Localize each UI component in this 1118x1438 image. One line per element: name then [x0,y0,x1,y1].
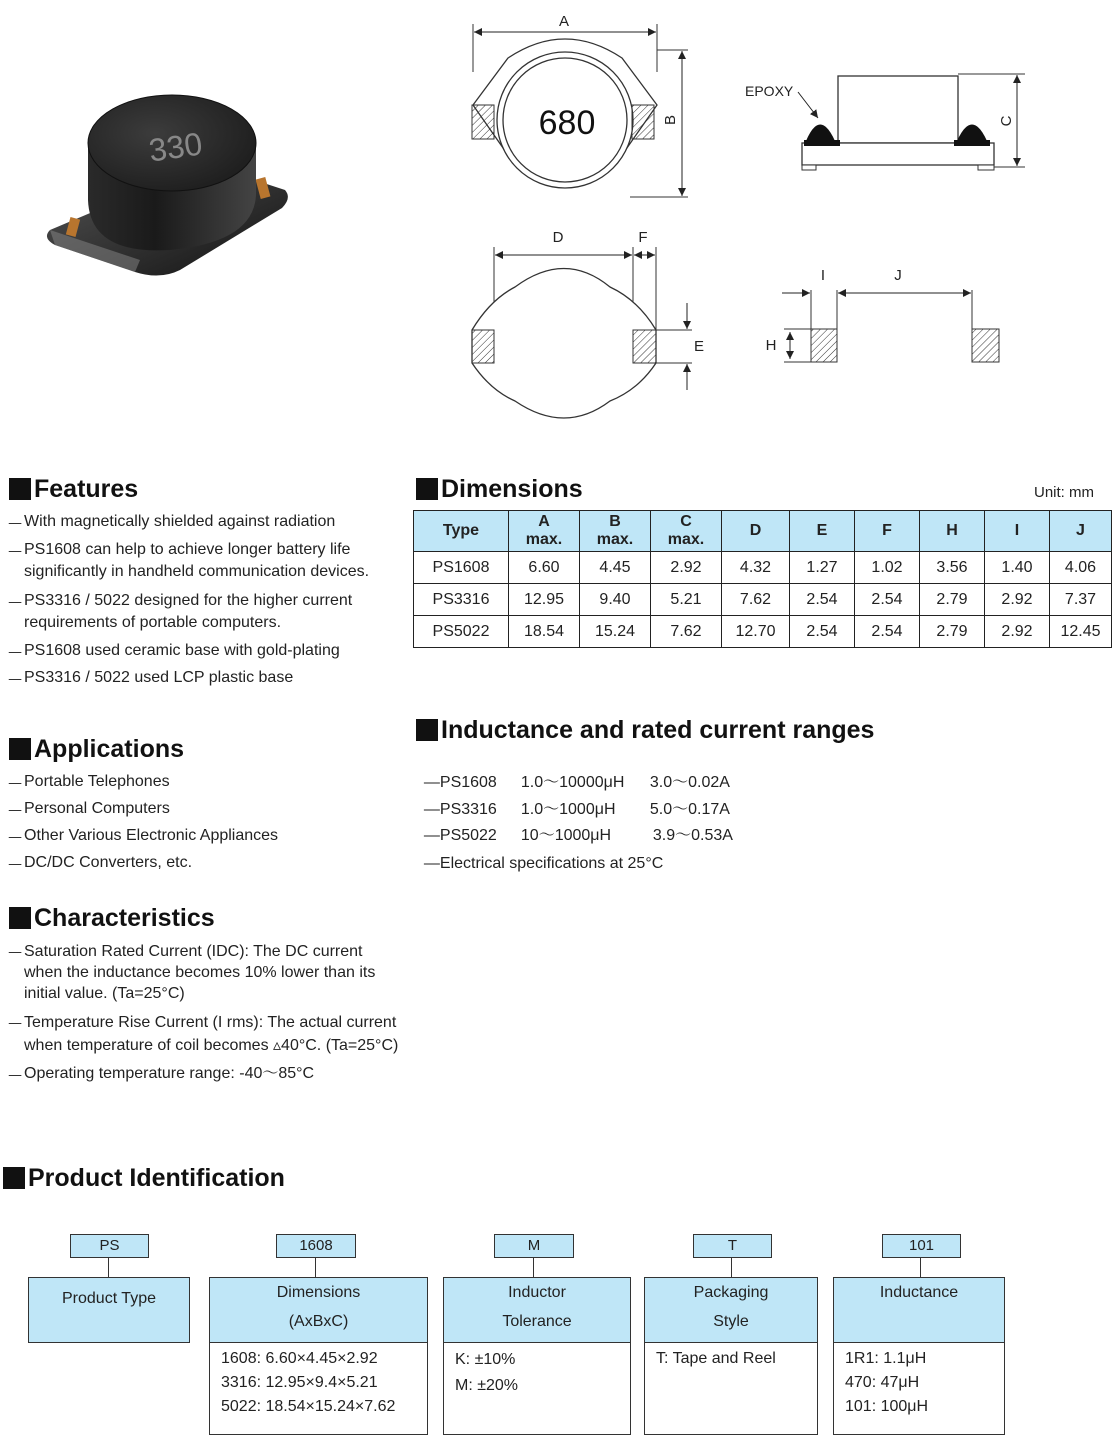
inductance-note [415,834,663,874]
feature-item: — With magnetically shielded against radiation [8,512,398,532]
cell: 2.79 [920,584,985,616]
dim-option: 3316: 12.95×9.4×5.21 [221,1374,378,1391]
table-header-row [414,511,1112,552]
product-id-heading [3,1164,285,1192]
characteristics-heading [9,904,215,932]
label-h: H [765,337,777,354]
header-type: Type [414,511,509,552]
applications-heading [9,735,184,763]
connector-line [731,1258,732,1278]
features-list [8,512,398,695]
product-type-label: Product Type [62,1290,156,1307]
code-dimensions: 1608 [276,1234,356,1258]
application-item: — Other Various Electronic Appliances [8,826,398,846]
cell: 4.32 [722,552,790,584]
tolerance-head1: Inductor [508,1284,566,1301]
packaging-head2: Style [713,1313,749,1330]
connector-line [315,1258,316,1278]
cell: 4.06 [1050,552,1112,584]
cell: 2.54 [855,584,920,616]
label-f: F [638,229,648,246]
top-view-marking: 680 [538,104,596,142]
pad-dims-drawing [760,262,1010,372]
tolerance-head2: Tolerance [502,1313,572,1330]
heading-square-icon [9,907,31,929]
cell: 2.54 [790,584,855,616]
part-marking: 330 [146,125,205,169]
cell: 1.40 [985,552,1050,584]
range-type: PS5022 [439,827,497,844]
connector-line [108,1258,109,1278]
cell: 2.79 [920,616,985,648]
header-b: B max. [580,511,651,552]
dimensions-table [413,510,1112,648]
dash-icon: — [423,801,440,818]
cell: 6.60 [509,552,580,584]
cell: 9.40 [580,584,651,616]
cell: 2.92 [985,584,1050,616]
dimensions-heading [416,475,583,503]
inductance-heading [416,716,874,744]
heading-square-icon [416,719,438,741]
inductance-title: Inductance and rated current ranges [441,716,875,744]
table-row [414,616,1112,648]
feature-item: — PS3316 / 5022 designed for the higher current requirements of portable computers. [8,590,398,634]
dash-icon: — [423,827,440,844]
feature-item: — PS1608 can help to achieve longer battery life significantly in handheld communication devices. [8,539,398,583]
code-inductance: 101 [882,1234,961,1258]
inductance-box-head [833,1277,1005,1343]
label-b: B [662,114,679,126]
tolerance-option: M: ±20% [455,1377,519,1394]
header-j: J [1050,511,1112,552]
cell: 18.54 [509,616,580,648]
range-inductance: 1.0～1000μH [520,801,616,818]
dim-option: 1608: 6.60×4.45×2.92 [221,1350,378,1367]
epoxy-label: EPOXY [745,83,794,99]
packaging-option: T: Tape and Reel [656,1350,776,1367]
note-text: Electrical specifications at 25°C [439,855,664,872]
range-type: PS1608 [439,774,497,791]
connector-line [920,1258,921,1278]
heading-square-icon [3,1167,25,1189]
header-i: I [985,511,1050,552]
characteristics-title: Characteristics [34,904,215,932]
cell: 4.45 [580,552,651,584]
cell: 12.95 [509,584,580,616]
cell: 12.70 [722,616,790,648]
range-current: 5.0～0.17A [649,801,730,818]
code-ps: PS [70,1234,149,1258]
feature-item: — PS3316 / 5022 used LCP plastic base [8,668,398,688]
cell-type: PS1608 [414,552,509,584]
range-type: PS3316 [439,801,497,818]
code-tolerance: M [494,1234,574,1258]
cell-type: PS3316 [414,584,509,616]
cell: 12.45 [1050,616,1112,648]
tolerance-box-body [443,1343,631,1435]
features-title: Features [34,475,139,503]
dim-option: 5022: 18.54×15.24×7.62 [221,1398,396,1415]
heading-square-icon [9,478,31,500]
application-item: — Portable Telephones [8,772,398,792]
table-row [414,552,1112,584]
label-a: A [558,13,570,30]
connector-line [533,1258,534,1278]
cell: 2.54 [855,616,920,648]
table-row [414,584,1112,616]
cell: 2.54 [790,616,855,648]
heading-square-icon [416,478,438,500]
range-inductance: 10～1000μH [520,827,612,844]
packaging-box-body [644,1343,818,1435]
application-item: — Personal Computers [8,799,398,819]
tolerance-box-head [443,1277,631,1343]
cell: 7.37 [1050,584,1112,616]
inductor-photo [30,80,300,280]
cell: 2.92 [651,552,722,584]
cell: 1.27 [790,552,855,584]
header-e: E [790,511,855,552]
header-d: D [722,511,790,552]
features-heading [9,475,138,503]
dimensions-title: Dimensions [441,475,583,503]
header-f: F [855,511,920,552]
cell: 2.92 [985,616,1050,648]
range-current: 3.9～0.53A [652,827,733,844]
dimensions-box-head [209,1277,428,1343]
tolerance-option: K: ±10% [455,1351,516,1368]
unit-label: Unit: mm [1034,484,1094,501]
applications-title: Applications [34,735,185,763]
cell: 7.62 [722,584,790,616]
dimensions-head2: (AxBxC) [288,1313,349,1330]
dash-icon: — [423,774,440,791]
cell-type: PS5022 [414,616,509,648]
range-inductance: 1.0～10000μH [520,774,625,791]
pad-layout-drawing [460,225,720,435]
heading-square-icon [9,738,31,760]
cell: 15.24 [580,616,651,648]
inductance-option: 470: 47μH [845,1374,920,1391]
feature-item: — PS1608 used ceramic base with gold-plating [8,641,398,661]
inductance-head1: Inductance [879,1284,959,1301]
header-a: A max. [509,511,580,552]
range-current: 3.0～0.02A [649,774,730,791]
inductance-option: 1R1: 1.1μH [845,1350,927,1367]
applications-list [8,772,398,880]
dash-icon: — [423,855,440,872]
product-type-box [28,1277,190,1343]
code-packaging: T [693,1234,772,1258]
label-e: E [693,338,705,355]
cell: 7.62 [651,616,722,648]
inductance-option: 101: 100μH [845,1398,929,1415]
dimensions-box-body [209,1343,428,1435]
side-view-drawing [740,68,1040,178]
cell: 1.02 [855,552,920,584]
label-j: J [894,267,902,284]
characteristic-item: — Saturation Rated Current (IDC): The DC current when the inductance becomes 10% lower than its initial value. (Ta=25°C) [8,941,403,1004]
label-i: I [820,267,826,284]
characteristic-item: — Temperature Rise Current (I rms): The actual current when temperature of coil becomes ▵40°C. (Ta=25°C) [8,1011,403,1057]
label-d: D [552,229,564,246]
header-c: C max. [651,511,722,552]
top-view-drawing [460,10,700,210]
packaging-box-head [644,1277,818,1343]
cell: 3.56 [920,552,985,584]
inductance-box-body [833,1343,1005,1435]
characteristic-item: — Operating temperature range: -40～85°C [8,1064,403,1084]
cell: 5.21 [651,584,722,616]
label-c: C [998,115,1015,127]
characteristics-list [8,941,403,1091]
product-id-title: Product Identification [28,1164,285,1192]
dimensions-head1: Dimensions [276,1284,361,1301]
application-item: — DC/DC Converters, etc. [8,853,398,873]
header-h: H [920,511,985,552]
packaging-head1: Packaging [693,1284,769,1301]
